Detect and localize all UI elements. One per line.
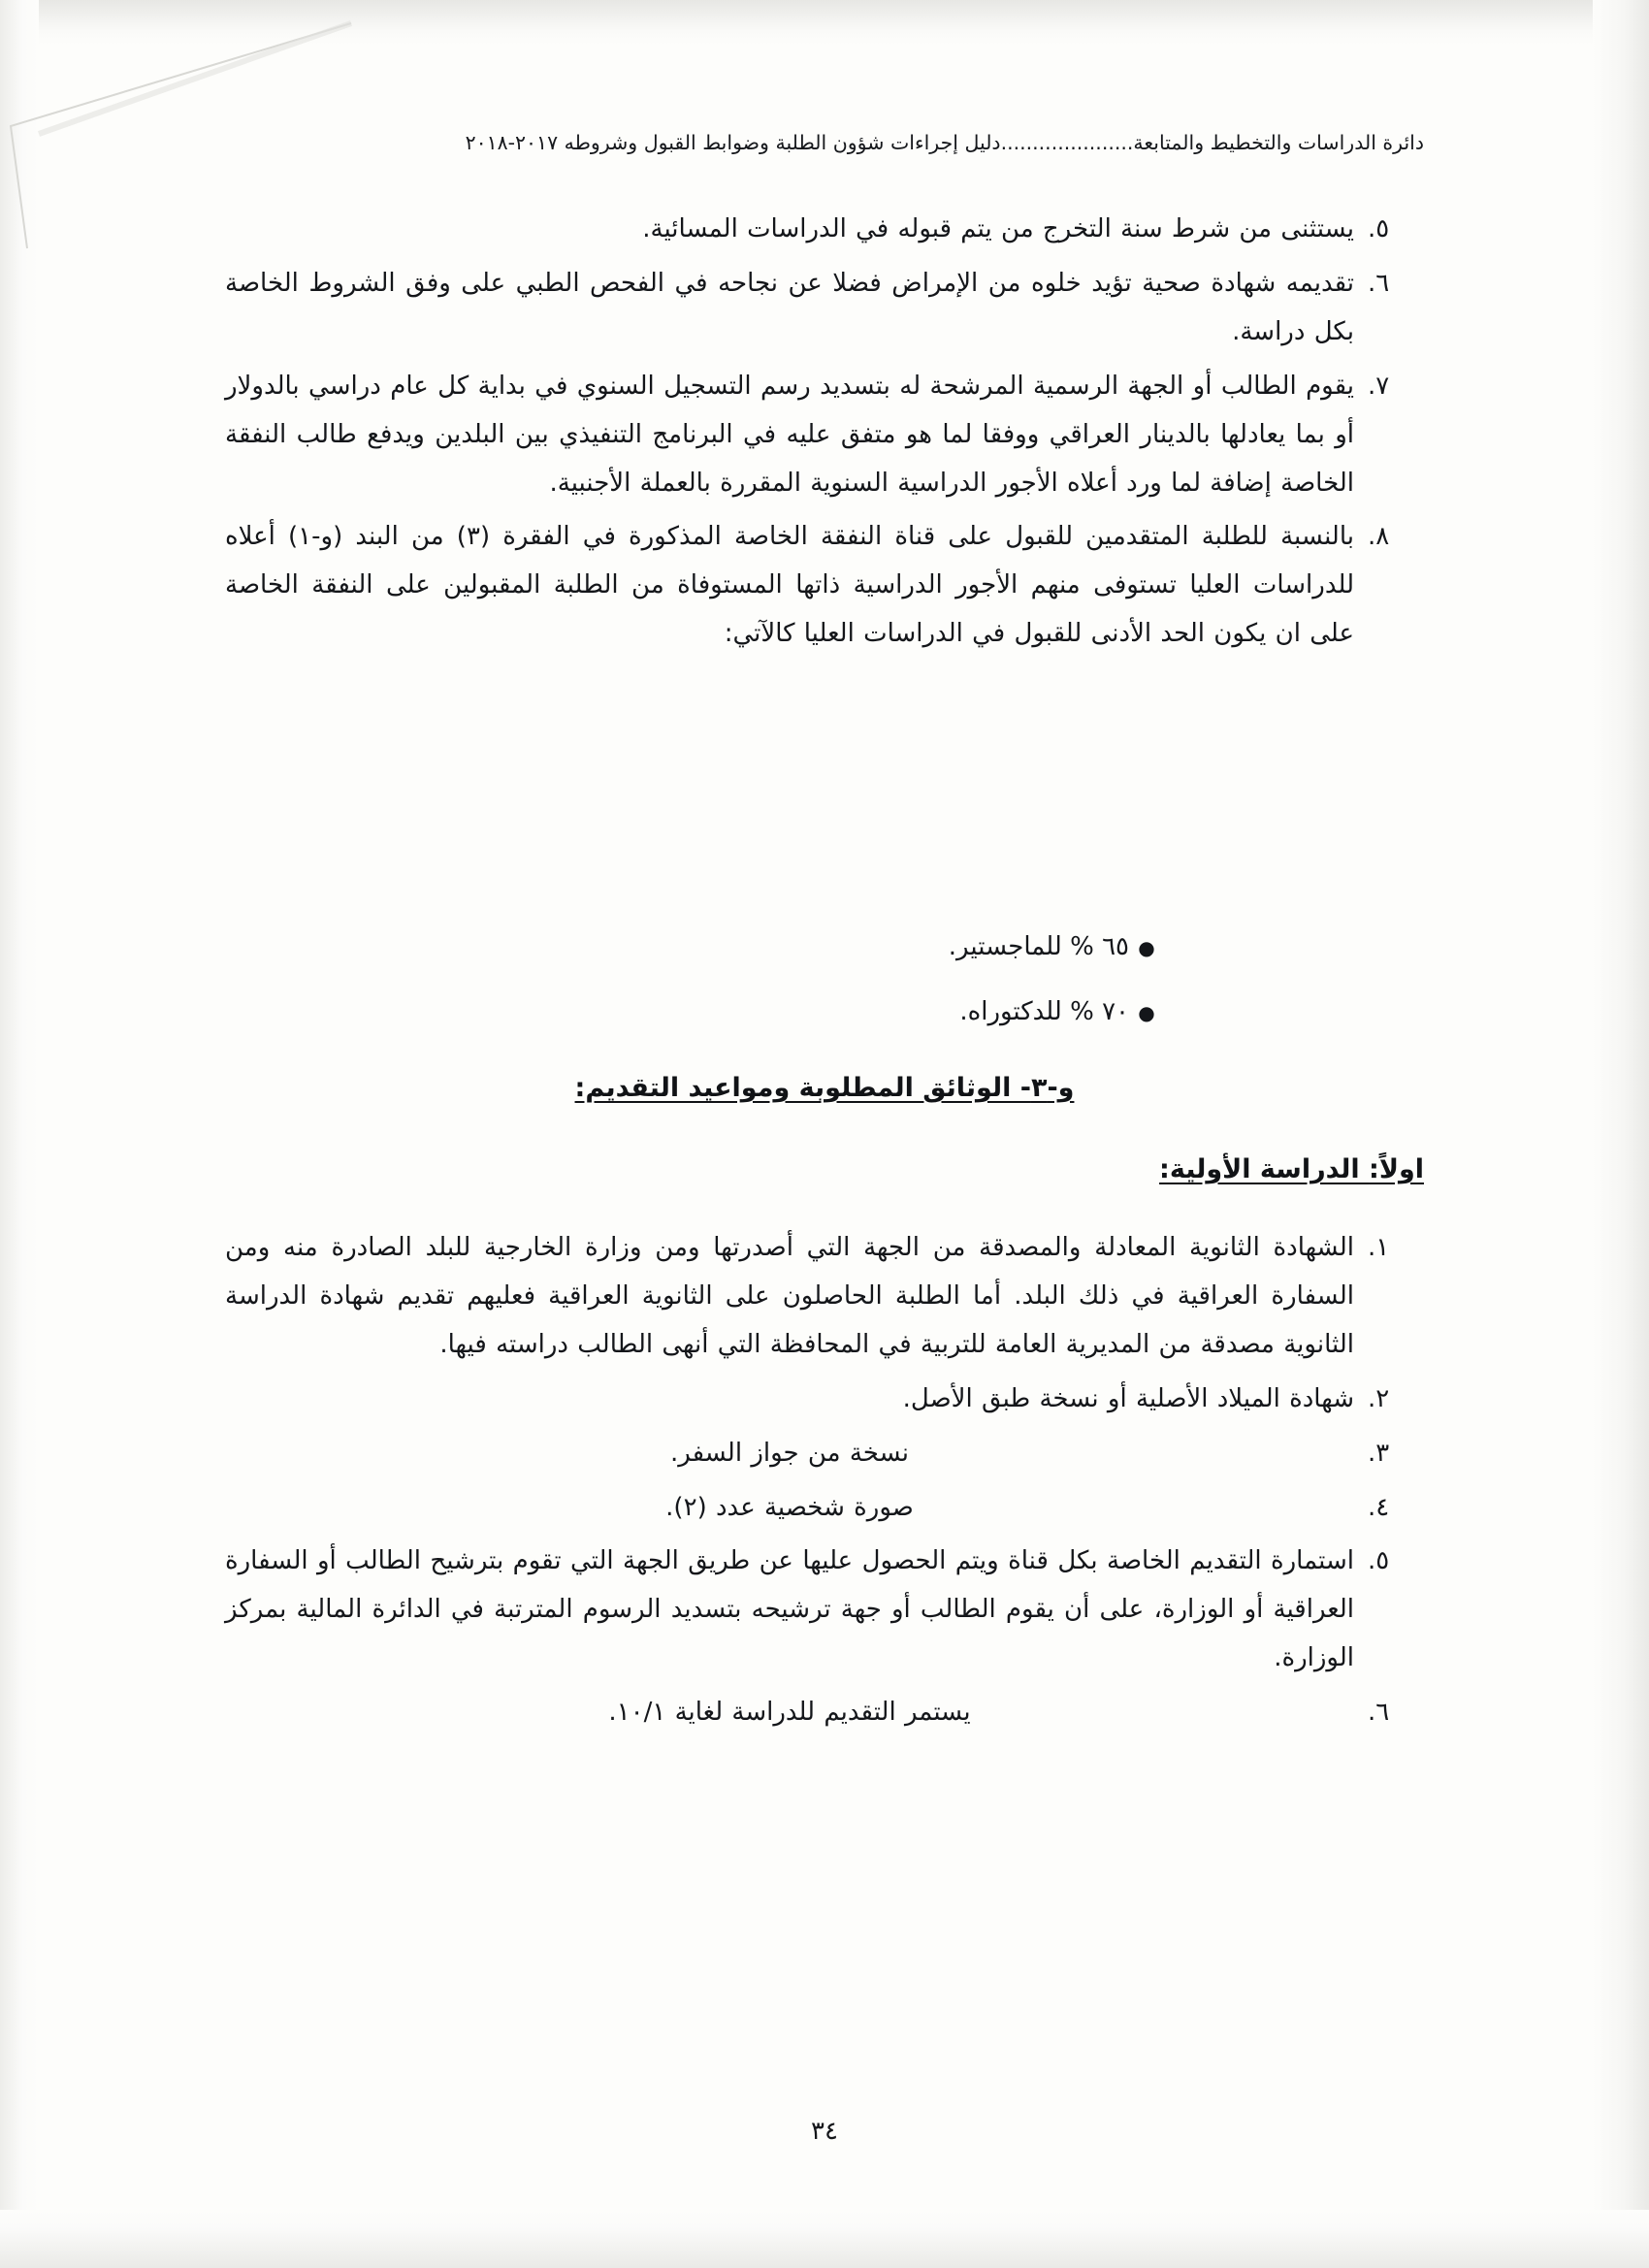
list-item-text: شهادة الميلاد الأصلية أو نسخة طبق الأصل. bbox=[902, 1383, 1354, 1413]
list-item-text: يقوم الطالب أو الجهة الرسمية المرشحة له بتسديد رسم التسجيل السنوي في بداية كل عام دراسي بالدولار أو بما يعادلها بالدينار العراقي ووفقا لما هو متفق عليه في البرنامج التنفيذي بين البلدين ويدفع طالب النفقة الخاصة إضافة لما ورد أعلاه الأجور الدراسية السنوية المقررة بالعملة الأجنبية. bbox=[225, 371, 1354, 498]
list-item bbox=[225, 513, 1424, 659]
list-item bbox=[225, 363, 1424, 508]
list-item-text: صورة شخصية عدد (٢). bbox=[665, 1492, 914, 1522]
list-item bbox=[225, 1689, 1424, 1737]
list-item bbox=[225, 1376, 1424, 1424]
list-item bbox=[225, 1538, 1424, 1683]
list-item-number: ٥. bbox=[1368, 1546, 1390, 1576]
list-item-number: ٦. bbox=[1368, 268, 1390, 298]
bullet-list-percentages bbox=[485, 923, 1164, 1054]
list-item bbox=[225, 1224, 1424, 1370]
list-item-text: استمارة التقديم الخاصة بكل قناة ويتم الحصول عليها عن طريق الجهة التي تقوم بترشيح الطالب أو السفارة العراقية أو الوزارة، على أن يقوم الطالب أو جهة ترشيحه بتسديد الرسوم المترتبة في الدائرة المالية بمركز الوزارة. bbox=[225, 1546, 1354, 1673]
list-item-number: ٦. bbox=[1368, 1698, 1390, 1728]
list-item-number: ٢. bbox=[1368, 1383, 1390, 1413]
subsection-heading bbox=[225, 1154, 1424, 1184]
bullet-dot-icon: ● bbox=[1138, 1001, 1155, 1025]
page-number: ٣٤ bbox=[811, 2117, 838, 2146]
list-item-number: ٨. bbox=[1368, 522, 1390, 552]
list-item-text: الشهادة الثانوية المعادلة والمصدقة من الجهة التي أصدرتها ومن وزارة الخارجية للبلد الصادرة منه ومن السفارة العراقية في ذلك البلد. أما الطلبة الحاصلون على الثانوية العراقية فعليهم تقديم شهادة الدراسة الثانوية مصدقة من المديرية العامة للتربية في المحافظة التي أنهى الطالب دراسته فيها. bbox=[225, 1233, 1354, 1359]
list-item bbox=[225, 206, 1424, 254]
section-heading-text: و-٣- الوثائق المطلوبة ومواعيد التقديم: bbox=[574, 1073, 1075, 1103]
section-heading bbox=[225, 1073, 1424, 1103]
list-item-text: تقديمه شهادة صحية تؤيد خلوه من الإمراض فضلا عن نجاحه في الفحص الطبي على وفق الشروط الخاصة بكل دراسة. bbox=[225, 268, 1354, 346]
bullet-item-text: ٧٠ % للدكتوراه. bbox=[959, 997, 1129, 1027]
numbered-list-top bbox=[225, 206, 1424, 664]
list-item-number: ٧. bbox=[1368, 371, 1390, 401]
list-item-number: ٥. bbox=[1368, 214, 1390, 243]
list-item bbox=[485, 988, 1164, 1036]
bullet-dot-icon: ● bbox=[1138, 936, 1155, 959]
numbered-list-bottom bbox=[225, 1224, 1424, 1743]
bullet-item-text: ٦٥ % للماجستير. bbox=[948, 932, 1129, 961]
list-item-number: ١. bbox=[1368, 1233, 1390, 1262]
list-item-number: ٣. bbox=[1368, 1438, 1390, 1468]
list-item-text: يستمر التقديم للدراسة لغاية ١٠/١. bbox=[608, 1698, 971, 1728]
list-item-text: بالنسبة للطلبة المتقدمين للقبول على قناة النفقة الخاصة المذكورة في الفقرة (٣) من البند (و-١) أعلاه للدراسات العليا تستوفى منهم الأجور الدراسية ذاتها المستوفاة من الطلبة المقبولين على النفقة الخاصة على ان يكون الحد الأدنى للقبول في الدراسات العليا كالآتي: bbox=[225, 522, 1354, 649]
list-item bbox=[225, 1430, 1424, 1478]
list-item-text: يستثنى من شرط سنة التخرج من يتم قبوله في الدراسات المسائية. bbox=[642, 214, 1354, 243]
list-item bbox=[225, 260, 1424, 357]
subsection-heading-label: اولاً: bbox=[1369, 1154, 1424, 1184]
list-item bbox=[485, 923, 1164, 971]
list-item bbox=[225, 1484, 1424, 1533]
list-item-text: نسخة من جواز السفر. bbox=[669, 1438, 910, 1468]
list-item-number: ٤. bbox=[1368, 1492, 1390, 1522]
document-header-line: دائرة الدراسات والتخطيط والمتابعة.....................دليل إجراءات شؤون الطلبة وضوابط القبول وشروطه ٢٠١٧-٢٠١٨ bbox=[465, 131, 1424, 154]
subsection-heading-text: الدراسة الأولية: bbox=[1159, 1154, 1370, 1184]
